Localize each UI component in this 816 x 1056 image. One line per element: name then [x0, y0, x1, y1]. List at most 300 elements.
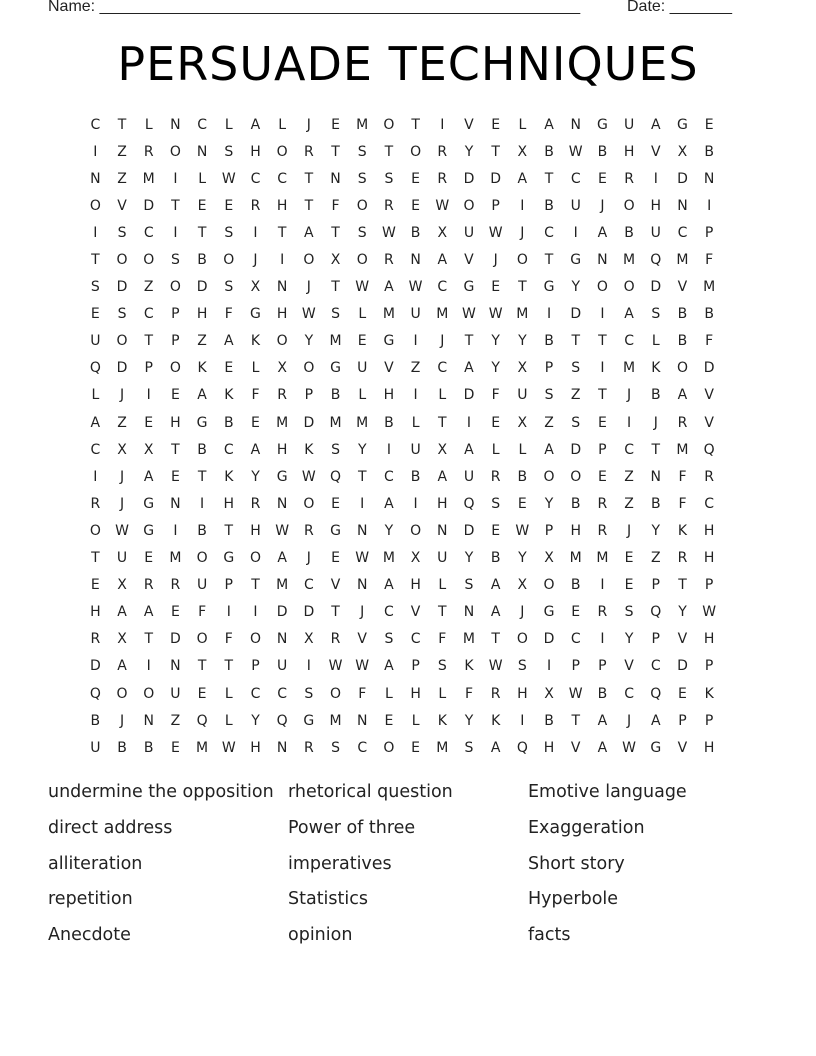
grid-letter: U [277, 658, 288, 675]
grid-letter: T [144, 333, 153, 350]
grid-letter: H [276, 441, 288, 458]
grid-letter: M [516, 306, 529, 323]
grid-letter: J [520, 224, 525, 241]
grid-letter: E [90, 577, 100, 594]
grid-letter: Y [464, 550, 474, 567]
grid-letter: D [89, 658, 101, 675]
grid-letter: R [143, 143, 154, 160]
grid-letter: C [570, 170, 581, 187]
grid-letter: I [173, 224, 178, 241]
grid-letter: U [463, 468, 475, 485]
grid-letter: F [358, 685, 367, 702]
grid-letter: O [596, 279, 608, 296]
grid-letter: D [463, 170, 475, 187]
grid-letter: R [490, 685, 501, 702]
grid-letter: Q [89, 685, 101, 702]
grid-letter: O [143, 685, 155, 702]
grid-letter: P [678, 712, 687, 729]
grid-letter: R [90, 631, 101, 648]
grid-letter: N [650, 468, 662, 485]
grid-letter: E [411, 170, 421, 187]
grid-letter: P [704, 224, 714, 241]
grid-letter: B [597, 143, 608, 160]
grid-letter: I [253, 224, 258, 241]
grid-letter: H [437, 495, 448, 512]
grid-letter: P [171, 306, 180, 323]
grid-letter: B [384, 414, 394, 431]
grid-letter: X [437, 441, 448, 458]
grid-letter: B [544, 712, 554, 729]
grid-letter: L [518, 116, 527, 133]
grid-letter: F [491, 387, 500, 404]
grid-letter: V [384, 360, 394, 377]
grid-letter: W [462, 306, 476, 323]
grid-letter: Z [170, 712, 181, 729]
grid-letter: O [196, 550, 208, 567]
grid-letter: A [384, 495, 394, 512]
grid-letter: E [491, 279, 501, 296]
grid-letter: E [384, 712, 394, 729]
grid-letter: A [464, 360, 474, 377]
grid-letter: I [360, 495, 365, 512]
grid-letter: L [198, 170, 206, 187]
grid-letter: B [544, 333, 554, 350]
grid-letter: I [253, 604, 258, 621]
word-list-item: rhetorical question [288, 782, 453, 802]
grid-letter: J [627, 387, 632, 404]
grid-letter: U [116, 550, 128, 567]
grid-letter: O [89, 522, 101, 539]
grid-letter: G [463, 279, 475, 296]
page-title: PERSUADE TECHNIQUES [117, 37, 699, 91]
grid-letter: E [704, 116, 714, 133]
grid-letter: E [411, 739, 421, 756]
grid-letter: N [677, 197, 688, 214]
grid-letter: U [517, 387, 528, 404]
grid-letter: B [517, 468, 528, 485]
grid-letter: I [280, 252, 285, 269]
grid-letter: W [221, 170, 236, 187]
grid-letter: X [517, 143, 528, 160]
grid-letter: P [704, 712, 714, 729]
grid-letter: S [544, 387, 554, 404]
grid-letter: C [437, 360, 448, 377]
grid-letter: V [650, 143, 661, 160]
grid-letter: C [570, 631, 581, 648]
grid-letter: N [463, 604, 475, 621]
grid-letter: N [356, 522, 368, 539]
grid-letter: L [411, 414, 420, 431]
grid-letter: D [677, 658, 688, 675]
grid-letter: S [224, 279, 234, 296]
grid-letter: T [144, 631, 153, 648]
grid-letter: E [170, 468, 180, 485]
grid-letter: L [144, 116, 153, 133]
grid-letter: S [464, 577, 474, 594]
grid-letter: R [677, 414, 688, 431]
grid-letter: E [491, 116, 501, 133]
grid-letter: C [410, 631, 421, 648]
grid-letter: M [623, 360, 636, 377]
grid-letter: K [224, 468, 234, 485]
grid-letter: H [276, 306, 288, 323]
grid-letter: O [676, 360, 688, 377]
grid-letter: B [650, 495, 661, 512]
grid-letter: A [517, 170, 528, 187]
grid-letter: H [410, 685, 421, 702]
grid-letter: I [600, 577, 605, 594]
grid-letter: H [703, 631, 715, 648]
word-list-item: direct address [48, 817, 173, 838]
grid-letter: H [703, 739, 715, 756]
grid-letter: Q [703, 441, 715, 458]
grid-letter: T [544, 252, 554, 269]
grid-letter: T [491, 143, 500, 160]
grid-letter: M [623, 252, 636, 269]
grid-letter: A [597, 224, 608, 241]
grid-letter: U [90, 333, 101, 350]
grid-letter: O [276, 143, 288, 160]
grid-letter: O [169, 143, 181, 160]
grid-letter: B [570, 495, 581, 512]
grid-letter: O [516, 252, 528, 269]
grid-letter: T [197, 224, 207, 241]
grid-letter: A [597, 712, 608, 729]
header [48, 0, 748, 20]
grid-letter: T [411, 116, 420, 133]
grid-letter: S [437, 658, 447, 675]
grid-letter: O [623, 279, 635, 296]
grid-letter: M [382, 306, 395, 323]
grid-letter: E [624, 577, 634, 594]
grid-letter: E [170, 739, 180, 756]
grid-letter: D [276, 604, 288, 621]
grid-letter: J [119, 712, 125, 729]
grid-letter: I [93, 224, 98, 241]
grid-letter: C [143, 224, 154, 241]
grid-letter: A [197, 387, 207, 404]
grid-letter: S [224, 224, 234, 241]
grid-letter: E [224, 360, 234, 377]
grid-letter: U [437, 550, 448, 567]
grid-letter: E [624, 550, 634, 567]
grid-letter: T [651, 441, 661, 458]
grid-letter: A [250, 441, 261, 458]
grid-letter: N [170, 495, 181, 512]
grid-letter: P [171, 333, 180, 350]
grid-letter: F [331, 197, 340, 214]
grid-letter: C [704, 495, 715, 512]
grid-letter: M [142, 170, 155, 187]
grid-letter: V [704, 414, 714, 431]
grid-letter: M [436, 739, 449, 756]
grid-letter: X [330, 252, 341, 269]
grid-letter: E [491, 414, 501, 431]
grid-letter: S [491, 495, 501, 512]
grid-letter: B [570, 577, 581, 594]
grid-letter: Y [518, 550, 527, 567]
grid-letter: K [464, 658, 474, 675]
grid-letter: V [570, 739, 581, 756]
grid-letter: A [544, 116, 554, 133]
grid-letter: L [491, 441, 500, 458]
grid-letter: E [411, 197, 421, 214]
grid-letter: W [488, 224, 503, 241]
grid-letter: M [356, 414, 369, 431]
grid-letter: J [360, 604, 365, 621]
grid-letter: K [651, 360, 661, 377]
grid-letter: S [624, 604, 634, 621]
grid-letter: A [650, 116, 661, 133]
grid-letter: R [597, 522, 608, 539]
grid-letter: O [89, 197, 101, 214]
grid-letter: G [250, 306, 261, 323]
grid-letter: K [677, 522, 688, 539]
grid-letter: O [303, 360, 315, 377]
grid-letter: D [650, 279, 662, 296]
grid-letter: R [677, 550, 688, 567]
grid-letter: F [438, 631, 447, 648]
grid-letter: H [703, 522, 715, 539]
grid-letter: O [410, 143, 422, 160]
grid-letter: R [170, 577, 181, 594]
grid-letter: T [331, 604, 340, 621]
grid-letter: U [410, 306, 421, 323]
grid-letter: W [301, 306, 316, 323]
grid-letter: I [93, 468, 98, 485]
grid-letter: O [169, 279, 181, 296]
grid-letter: O [410, 522, 422, 539]
grid-letter: K [197, 360, 207, 377]
grid-letter: Y [464, 712, 474, 729]
grid-letter: H [170, 414, 181, 431]
grid-letter: V [677, 631, 688, 648]
grid-letter: N [356, 577, 368, 594]
date-field-label: Date: _______ [627, 0, 732, 15]
grid-letter: S [384, 631, 394, 648]
grid-letter: L [278, 116, 287, 133]
grid-letter: X [304, 631, 314, 648]
grid-letter: Y [464, 143, 474, 160]
grid-letter: P [144, 360, 153, 377]
word-list-item: facts [528, 925, 571, 946]
grid-letter: G [383, 333, 395, 350]
grid-letter: S [651, 306, 661, 323]
grid-letter: O [330, 685, 342, 702]
grid-letter: W [275, 522, 290, 539]
grid-letter: G [330, 360, 341, 377]
word-list-item: Anecdote [48, 925, 131, 946]
grid-letter: T [571, 333, 580, 350]
grid-letter: L [438, 685, 447, 702]
grid-letter: E [170, 387, 180, 404]
grid-letter: A [143, 604, 154, 621]
grid-letter: D [490, 170, 502, 187]
grid-letter: I [600, 306, 605, 323]
grid-letter: L [438, 387, 447, 404]
grid-letter: C [544, 224, 554, 241]
grid-letter: H [90, 604, 101, 621]
grid-letter: N [90, 170, 101, 187]
grid-letter: V [464, 252, 474, 269]
grid-letter: I [146, 387, 151, 404]
grid-letter: Y [357, 441, 367, 458]
grid-letter: M [329, 712, 342, 729]
grid-letter: W [301, 468, 316, 485]
grid-letter: A [490, 604, 501, 621]
grid-letter: Z [624, 468, 634, 485]
grid-letter: J [119, 468, 125, 485]
grid-letter: V [464, 116, 474, 133]
grid-letter: Y [624, 631, 634, 648]
grid-letter: N [276, 279, 288, 296]
grid-letter: X [117, 577, 127, 594]
grid-letter: I [386, 441, 391, 458]
grid-letter: C [384, 468, 394, 485]
grid-letter: O [143, 252, 155, 269]
grid-letter: O [383, 739, 395, 756]
grid-letter: X [517, 360, 528, 377]
grid-letter: J [493, 252, 498, 269]
grid-letter: S [331, 441, 340, 458]
grid-letter: C [624, 685, 634, 702]
grid-letter: U [410, 441, 421, 458]
grid-letter: B [143, 739, 154, 756]
grid-letter: N [196, 143, 208, 160]
grid-letter: A [223, 333, 234, 350]
grid-letter: Y [491, 333, 500, 350]
grid-letter: X [117, 441, 127, 458]
grid-letter: E [357, 333, 367, 350]
grid-letter: O [570, 468, 582, 485]
grid-letter: O [276, 333, 288, 350]
grid-letter: X [544, 685, 554, 702]
grid-letter: D [196, 279, 208, 296]
grid-letter: G [196, 414, 208, 431]
grid-letter: L [358, 306, 367, 323]
grid-letter: A [304, 224, 314, 241]
grid-letter: A [490, 577, 501, 594]
name-field-label: Name: ______________________________________________________ [48, 0, 581, 15]
grid-letter: H [410, 577, 421, 594]
grid-letter: Q [463, 495, 475, 512]
word-list-item: Hyperbole [528, 889, 619, 910]
grid-letter: E [331, 550, 340, 567]
grid-letter: C [223, 441, 234, 458]
grid-letter: T [518, 279, 527, 296]
grid-letter: M [169, 550, 182, 567]
grid-letter: E [597, 170, 607, 187]
grid-letter: O [463, 197, 475, 214]
grid-letter: S [517, 658, 527, 675]
word-list-item: alliteration [48, 853, 143, 874]
grid-letter: E [517, 495, 527, 512]
grid-letter: M [382, 550, 395, 567]
grid-letter: O [169, 360, 181, 377]
grid-letter: P [651, 631, 660, 648]
grid-letter: C [250, 685, 261, 702]
grid-letter: T [91, 252, 100, 269]
grid-letter: R [597, 495, 608, 512]
grid-letter: D [543, 631, 555, 648]
grid-letter: Q [650, 604, 662, 621]
grid-letter: H [250, 739, 261, 756]
grid-letter: Q [650, 252, 662, 269]
grid-letter: T [91, 550, 100, 567]
grid-letter: W [568, 143, 583, 160]
grid-letter: Z [544, 414, 554, 431]
grid-letter: A [650, 712, 661, 729]
grid-letter: Y [571, 279, 580, 296]
grid-letter: B [410, 468, 421, 485]
grid-letter: O [356, 197, 368, 214]
grid-letter: C [437, 279, 448, 296]
grid-letter: M [276, 577, 289, 594]
grid-letter: F [224, 631, 233, 648]
grid-letter: T [384, 143, 394, 160]
grid-letter: L [224, 116, 233, 133]
grid-letter: M [436, 306, 449, 323]
grid-letter: B [544, 143, 554, 160]
grid-letter: M [569, 550, 582, 567]
grid-letter: T [438, 414, 447, 431]
grid-letter: W [355, 550, 370, 567]
grid-letter: Z [570, 387, 581, 404]
grid-letter: N [143, 712, 154, 729]
grid-letter: T [224, 522, 234, 539]
grid-letter: J [600, 197, 605, 214]
grid-letter: V [624, 658, 634, 675]
grid-letter: K [304, 441, 314, 458]
grid-letter: Y [544, 495, 554, 512]
grid-letter: B [197, 522, 207, 539]
grid-letter: X [437, 224, 448, 241]
grid-letter: N [356, 712, 368, 729]
grid-letter: P [544, 522, 554, 539]
grid-letter: P [411, 658, 420, 675]
grid-letter: D [677, 170, 688, 187]
grid-letter: E [331, 495, 340, 512]
grid-letter: Y [651, 522, 661, 539]
grid-letter: H [703, 550, 715, 567]
grid-letter: M [276, 414, 289, 431]
grid-letter: T [197, 658, 207, 675]
grid-letter: I [600, 631, 605, 648]
grid-letter: D [570, 306, 582, 323]
grid-letter: D [116, 360, 128, 377]
grid-letter: T [197, 468, 207, 485]
grid-letter: B [117, 739, 127, 756]
grid-letter: X [410, 550, 421, 567]
grid-letter: U [463, 224, 475, 241]
grid-letter: E [597, 468, 607, 485]
grid-letter: D [303, 604, 315, 621]
grid-letter: U [170, 685, 181, 702]
grid-letter: C [384, 604, 394, 621]
grid-letter: D [463, 387, 475, 404]
grid-letter: T [678, 577, 687, 594]
grid-letter: E [170, 604, 180, 621]
grid-letter: G [570, 252, 582, 269]
grid-letter: N [276, 631, 288, 648]
grid-letter: V [677, 739, 688, 756]
grid-letter: H [543, 739, 555, 756]
grid-letter: T [224, 658, 234, 675]
grid-letter: Q [516, 739, 528, 756]
grid-letter: C [90, 441, 101, 458]
grid-letter: S [571, 414, 581, 431]
grid-letter: I [546, 306, 552, 323]
